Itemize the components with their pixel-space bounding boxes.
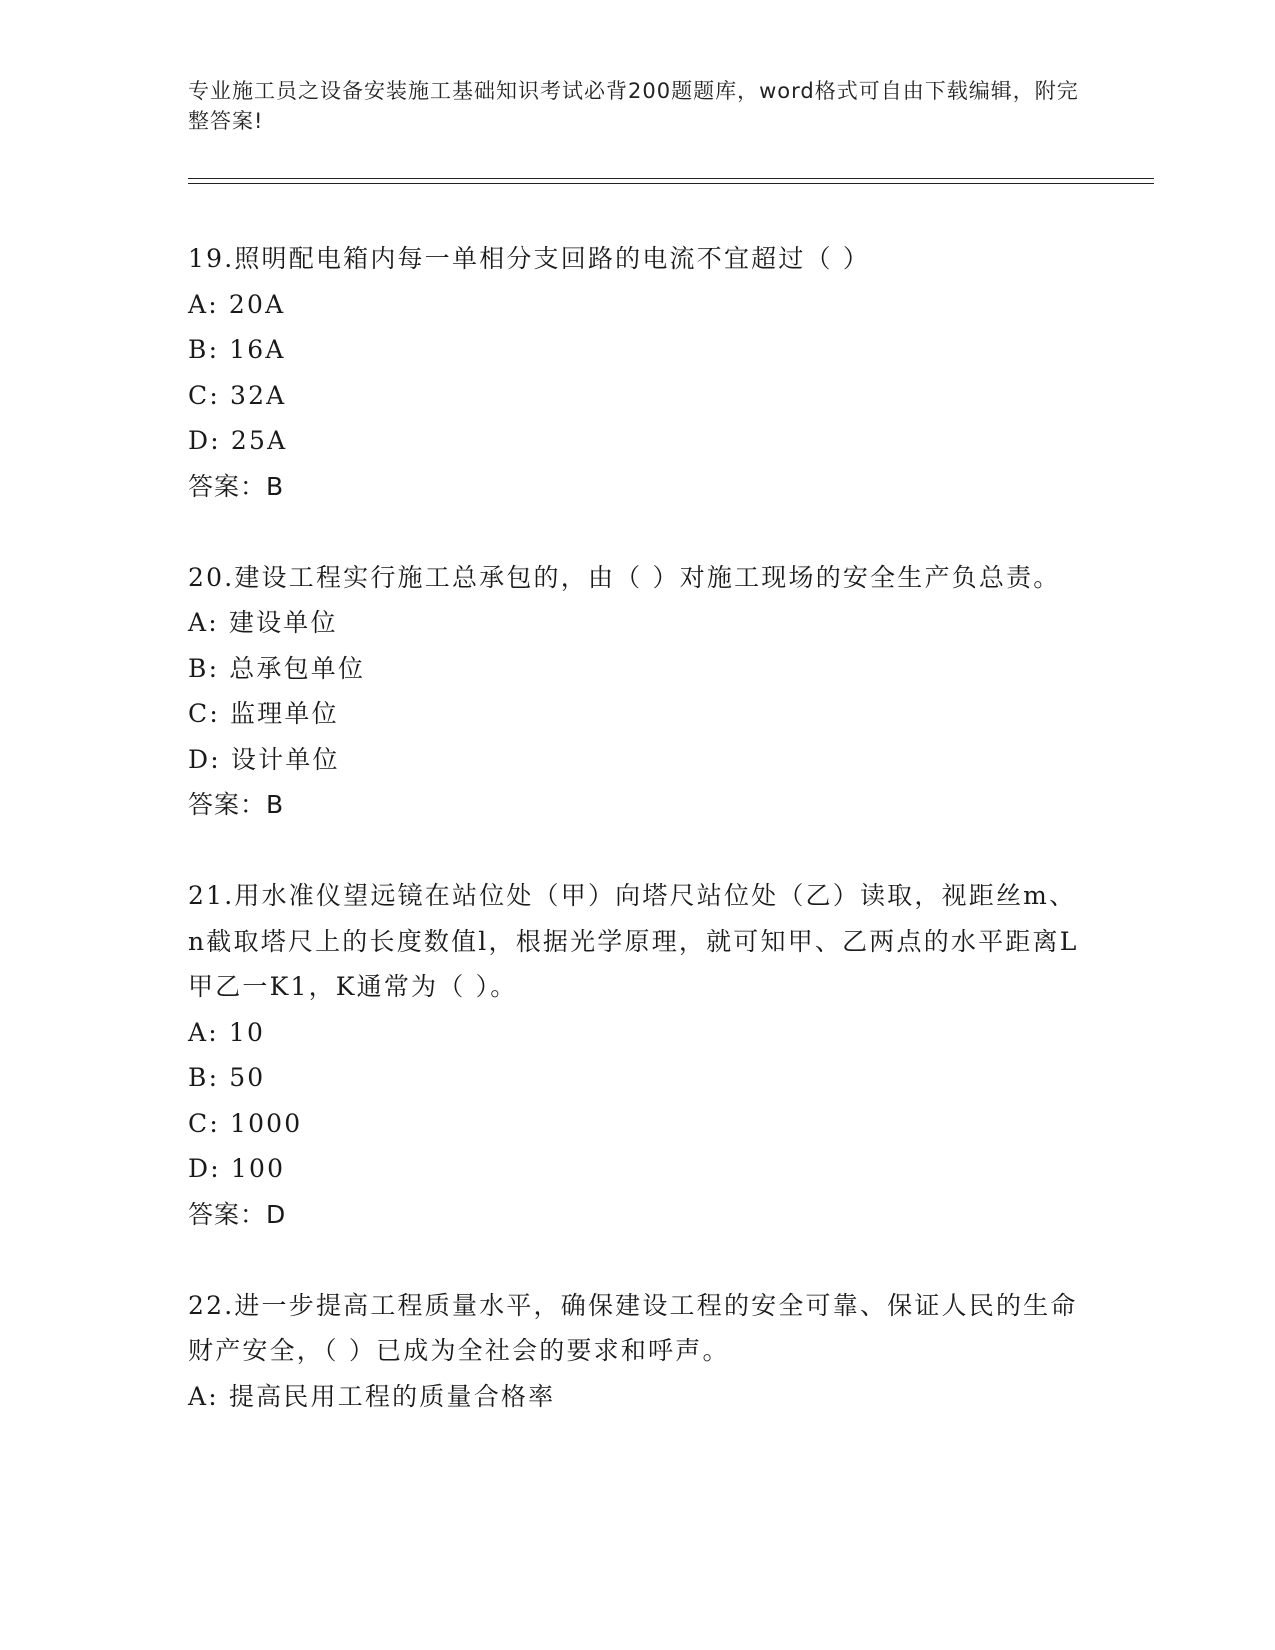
option-key: A [188,1381,209,1411]
option-a: A: 建设单位 [188,608,338,637]
question-text: 20.建设工程实行施工总承包的，由（ ）对施工现场的安全生产负总责。 [188,562,1061,592]
option-key: A [188,608,209,637]
option-key: A [188,289,209,319]
option-value: 10 [228,1017,266,1047]
option-value: 25A [230,426,288,455]
option-a: A: 提高民用工程的质量合格率 [188,1381,556,1411]
option-d: D: 设计单位 [188,744,340,774]
option-value: 监理单位 [229,699,339,728]
option-value: 1000 [229,1108,303,1138]
answer-label: 答案：B [188,471,285,501]
option-value: 设计单位 [230,744,340,774]
option-b: B: 16A [188,335,286,364]
option-key: C [188,699,210,728]
option-value: 建设单位 [228,608,338,637]
question-text: 19.照明配电箱内每一单相分支回路的电流不宜超过（ ） [188,244,871,273]
option-c: C: 监理单位 [188,699,339,728]
header-divider-bottom [188,183,1154,184]
option-value: 20A [228,289,286,319]
option-key: D [188,1154,211,1183]
option-value: 50 [229,1063,266,1092]
answer-label: 答案：D [188,1199,287,1229]
option-value: 总承包单位 [229,653,366,683]
option-value: 提高民用工程的质量合格率 [228,1381,556,1411]
document-title: 专业施工员之设备安装施工基础知识考试必背200题题库，word格式可自由下载编辑，附完整答案! [188,79,1079,133]
option-d: D: 25A [188,426,288,455]
option-key: B [188,653,209,683]
question-19 [188,236,1088,509]
option-key: B [188,1063,209,1092]
question-20 [188,555,1088,828]
option-value: 16A [229,335,286,364]
option-key: A [188,1017,209,1047]
option-c: C: 32A [188,380,287,410]
option-value: 32A [229,380,287,410]
option-key: C [188,380,210,410]
question-22 [188,1283,1088,1420]
question-text: 22.进一步提高工程质量水平，确保建设工程的安全可靠、保证人民的生命财产安全，（ ）已成为全社会的要求和呼声。 [188,1290,1078,1365]
option-a: A: 10 [188,1017,266,1047]
option-c: C: 1000 [188,1108,303,1138]
option-b: B: 总承包单位 [188,653,366,683]
question-21 [188,873,1088,1237]
option-key: B [188,335,209,364]
question-text: 21.用水准仪望远镜在站位处（甲）向塔尺站位处（乙）读取，视距丝m、n截取塔尺上的长度数值l，根据光学原理，就可知甲、乙两点的水平距离L甲乙一K1，K通常为（ ）。 [188,881,1079,1001]
option-d: D: 100 [188,1154,286,1183]
option-value: 100 [230,1154,286,1183]
question-list [188,236,1088,1465]
option-a: A: 20A [188,289,286,319]
option-key: D [188,426,211,455]
option-key: D [188,744,211,774]
header-divider-top [188,178,1154,179]
document-header [188,76,1088,136]
answer-label: 答案：B [188,790,285,819]
option-b: B: 50 [188,1063,266,1092]
option-key: C [188,1108,210,1138]
